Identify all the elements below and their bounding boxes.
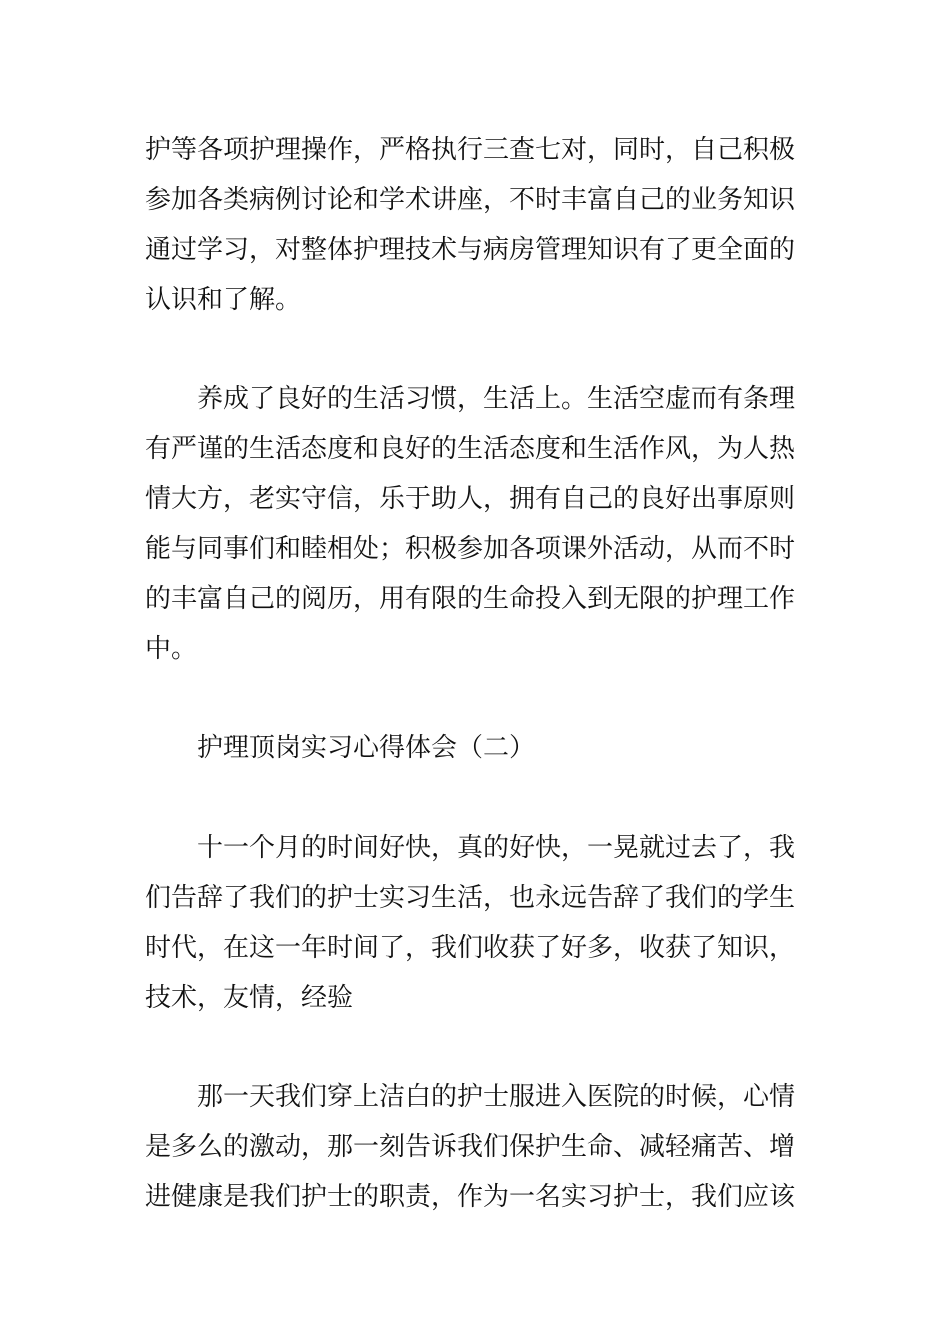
paragraph-1-line-3: 通过学习，对整体护理技术与病房管理知识有了更全面的 bbox=[145, 235, 796, 265]
paragraph-3-line-1: 十一个月的时间好快，真的好快，一晃就过去了，我 bbox=[197, 833, 796, 863]
paragraph-4-line-1: 那一天我们穿上洁白的护士服进入医院的时候，心情 bbox=[197, 1082, 796, 1112]
paragraph-4-line-2: 是多么的激动，那一刻告诉我们保护生命、减轻痛苦、增 bbox=[145, 1132, 796, 1162]
paragraph-3-line-2: 们告辞了我们的护士实习生活，也永远告辞了我们的学生 bbox=[145, 883, 796, 913]
paragraph-2-line-4: 能与同事们和睦相处；积极参加各项课外活动，从而不时 bbox=[145, 534, 796, 564]
paragraph-2-line-3: 情大方，老实守信，乐于助人，拥有自己的良好出事原则 bbox=[145, 484, 796, 514]
paragraph-1-line-1: 护等各项护理操作，严格执行三查七对，同时，自己积极 bbox=[145, 135, 796, 165]
paragraph-4-line-3: 进健康是我们护士的职责，作为一名实习护士，我们应该 bbox=[145, 1182, 796, 1212]
paragraph-2-line-1: 养成了良好的生活习惯，生活上。生活空虚而有条理 bbox=[197, 384, 796, 414]
paragraph-2-line-5: 的丰富自己的阅历，用有限的生命投入到无限的护理工作 bbox=[145, 584, 796, 614]
paragraph-3-line-4: 技术，友情，经验 bbox=[145, 983, 354, 1013]
section-heading: 护理顶岗实习心得体会（二） bbox=[197, 733, 536, 763]
paragraph-1-line-2: 参加各类病例讨论和学术讲座，不时丰富自己的业务知识 bbox=[145, 185, 796, 215]
paragraph-1-line-4: 认识和了解。 bbox=[145, 285, 302, 315]
paragraph-3-line-3: 时代，在这一年时间了，我们收获了好多，收获了知识， bbox=[145, 933, 796, 963]
paragraph-2-line-2: 有严谨的生活态度和良好的生活态度和生活作风，为人热 bbox=[145, 434, 796, 464]
paragraph-2-line-6: 中。 bbox=[145, 634, 198, 664]
